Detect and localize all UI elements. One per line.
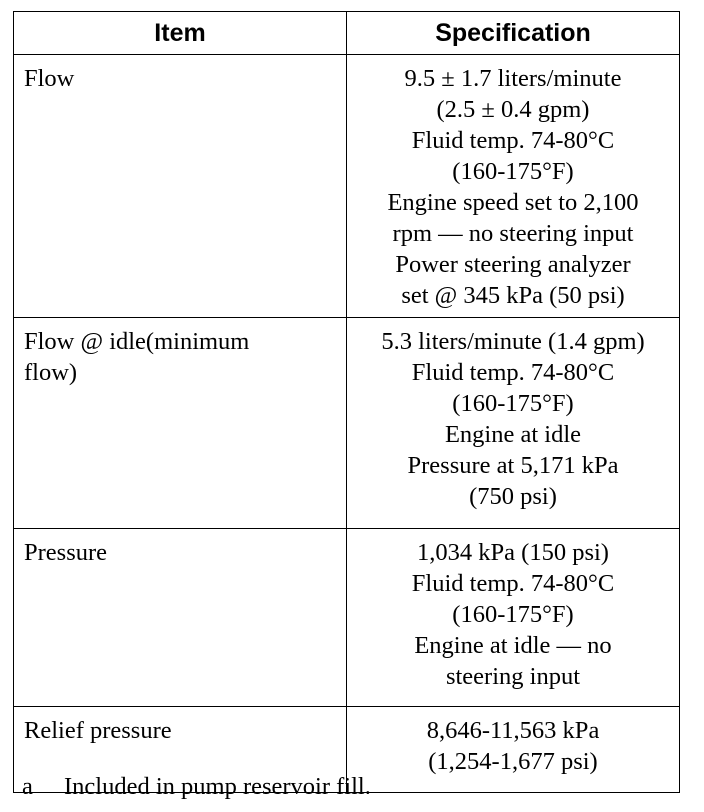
spec-line: Fluid temp. 74-80°C [411,359,615,386]
spec-line: Engine at idle — no [414,632,612,659]
item-cell [14,529,347,707]
item-text: Relief pressure [24,717,172,744]
spec-line: steering input [445,663,581,690]
spec-line: 1,034 kPa (150 psi) [417,539,609,566]
spec-line: 8,646-11,563 kPa [426,717,600,744]
spec-cell [347,318,680,529]
spec-line: Power steering analyzer [395,251,631,278]
spec-line: Engine speed set to 2,100 [387,189,639,216]
spec-line: set @ 345 kPa (50 psi) [401,282,625,309]
spec-line: (160-175°F) [452,390,574,417]
item-text: Flow @ idle(minimum [24,328,250,355]
spec-line: rpm — no steering input [392,220,634,247]
spec-cell [347,55,680,318]
item-text: flow) [24,359,78,386]
item-text: Flow [24,65,75,92]
table-row-flow-at-idle [14,318,680,529]
footnote [22,771,371,802]
spec-line: (160-175°F) [452,158,574,185]
spec-cell [347,707,680,793]
spec-line: (160-175°F) [452,601,574,628]
spec-line: Pressure at 5,171 kPa [407,452,619,479]
specification-table [13,11,680,793]
spec-line: (750 psi) [469,483,557,510]
item-cell [14,55,347,318]
spec-line: Fluid temp. 74-80°C [411,570,615,597]
spec-line: (1,254-1,677 psi) [428,748,598,775]
spec-cell [347,529,680,707]
footnote-text: Included in pump reservoir fill. [64,773,371,800]
footnote-marker: a [22,773,33,800]
spec-line: Engine at idle [444,421,582,448]
spec-line: 5.3 liters/minute (1.4 gpm) [381,328,645,355]
spec-line: Fluid temp. 74-80°C [411,127,615,154]
table-header-row [14,12,680,55]
header-specification: Specification [347,12,680,55]
spec-line: 9.5 ± 1.7 liters/minute [404,65,622,92]
item-text: Pressure [24,539,108,566]
table-row-flow [14,55,680,318]
table-row-pressure [14,529,680,707]
spec-line: (2.5 ± 0.4 gpm) [436,96,590,123]
header-item: Item [14,12,347,55]
item-cell [14,318,347,529]
